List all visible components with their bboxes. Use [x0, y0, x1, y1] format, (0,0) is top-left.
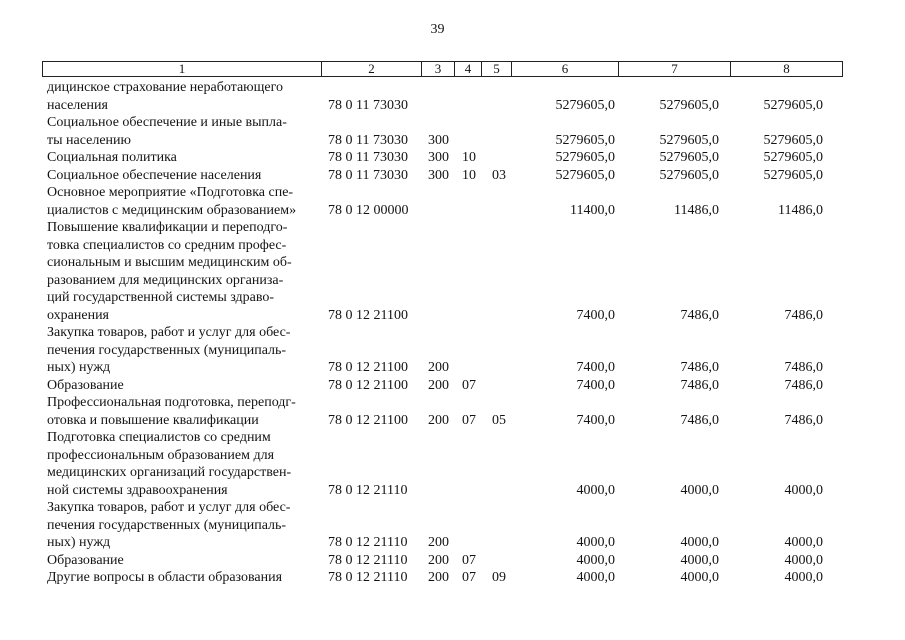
row-name-line: ций государственной системы здраво-: [47, 290, 275, 305]
row-code: 78 0 11 73030: [328, 132, 408, 148]
row-value-7: 7486,0: [680, 412, 719, 428]
table-row: [0, 552, 905, 570]
row-name-line: профессиональным образованием для: [47, 447, 275, 463]
row-name: [47, 149, 327, 167]
row-name-line: разованием для медицинских организа-: [47, 272, 284, 288]
row-value-7: 7486,0: [680, 377, 719, 393]
table-row: [0, 167, 905, 185]
header-col-2: 2: [322, 62, 422, 76]
row-code: 78 0 12 21100: [328, 307, 408, 323]
row-value-8: 5279605,0: [763, 167, 823, 183]
row-name-line: сиональным и высшим медицинским об-: [47, 255, 292, 270]
row-value-7: 11486,0: [674, 202, 719, 218]
row-col-5: 05: [492, 412, 506, 428]
table-row: [0, 324, 905, 377]
row-code: 78 0 12 21110: [328, 535, 408, 550]
row-value-7: 5279605,0: [659, 132, 719, 148]
row-name-line: ных) нужд: [47, 535, 111, 550]
table-row: [0, 569, 905, 587]
row-code: 78 0 11 73030: [328, 167, 408, 183]
row-value-6: 7400,0: [576, 377, 615, 393]
row-col-4: 07: [462, 552, 476, 568]
row-value-6: 4000,0: [576, 570, 615, 585]
row-value-7: 4000,0: [680, 535, 719, 550]
row-col-5: 09: [492, 570, 506, 585]
row-name: [47, 499, 327, 552]
row-value-8: 5279605,0: [763, 97, 823, 113]
row-name-line: ной системы здравоохранения: [47, 482, 228, 498]
table-row: [0, 79, 905, 114]
row-col-4: 07: [462, 377, 476, 393]
row-col-4: 07: [462, 570, 476, 585]
row-value-7: 4000,0: [680, 482, 719, 498]
row-name-line: Закупка товаров, работ и услуг для обес-: [47, 500, 291, 515]
row-value-6: 4000,0: [576, 552, 615, 568]
row-name-line: отовка и повышение квалификации: [47, 412, 259, 428]
row-name-line: Социальное обеспечение и иные выпла-: [47, 115, 287, 130]
row-value-6: 7400,0: [576, 307, 615, 323]
row-value-7: 5279605,0: [659, 167, 719, 183]
row-col-3: 200: [428, 535, 449, 550]
row-value-8: 7486,0: [784, 412, 823, 428]
row-value-7: 4000,0: [680, 570, 719, 585]
row-col-5: 03: [492, 167, 506, 183]
row-code: 78 0 12 21100: [328, 377, 408, 393]
row-value-7: 7486,0: [680, 307, 719, 323]
table-row: [0, 377, 905, 395]
row-col-3: 300: [428, 132, 449, 148]
row-name: [47, 219, 327, 324]
row-name-line: ных) нужд: [47, 360, 111, 375]
row-name: [47, 79, 327, 114]
row-value-8: 4000,0: [784, 535, 823, 550]
row-value-7: 5279605,0: [659, 97, 719, 113]
row-col-3: 200: [428, 570, 449, 585]
row-name-line: Другие вопросы в области образования: [47, 570, 283, 585]
row-value-7: 4000,0: [680, 552, 719, 568]
row-col-4: 10: [462, 150, 476, 165]
row-name-line: товка специалистов со средним профес-: [47, 237, 287, 253]
table-body: [0, 79, 905, 587]
row-code: 78 0 12 21110: [328, 552, 408, 568]
row-value-8: 5279605,0: [763, 132, 823, 148]
row-name-line: Профессиональная подготовка, переподг-: [47, 395, 296, 410]
row-value-6: 7400,0: [576, 360, 615, 375]
row-name-line: медицинских организаций государствен-: [47, 465, 292, 480]
header-col-4: 4: [455, 62, 482, 76]
row-value-8: 4000,0: [784, 570, 823, 585]
row-value-8: 7486,0: [784, 307, 823, 323]
row-name-line: Подготовка специалистов со средним: [47, 430, 271, 445]
row-code: 78 0 11 73030: [328, 150, 408, 165]
row-value-6: 4000,0: [576, 482, 615, 498]
row-code: 78 0 12 21100: [328, 412, 408, 428]
row-name-line: дицинское страхование неработающего: [47, 80, 284, 95]
row-name-line: охранения: [47, 307, 109, 323]
row-name-line: Закупка товаров, работ и услуг для обес-: [47, 325, 291, 340]
row-code: 78 0 12 21100: [328, 360, 408, 375]
row-name-line: ты населению: [47, 132, 131, 148]
header-col-3: 3: [422, 62, 455, 76]
row-col-3: 200: [428, 412, 449, 428]
row-name: [47, 552, 327, 570]
row-name-line: Повышение квалификации и переподго-: [47, 220, 288, 235]
row-value-8: 11486,0: [778, 202, 823, 218]
row-value-6: 7400,0: [576, 412, 615, 428]
row-name-line: Образование: [47, 552, 124, 568]
row-code: 78 0 12 21110: [328, 570, 408, 585]
row-name-line: циалистов с медицинским образованием»: [47, 202, 297, 218]
row-col-4: 10: [462, 167, 476, 183]
row-value-8: 5279605,0: [763, 150, 823, 165]
row-value-6: 5279605,0: [555, 97, 615, 113]
row-name-line: печения государственных (муниципаль-: [47, 517, 287, 533]
row-value-6: 4000,0: [576, 535, 615, 550]
header-col-7: 7: [619, 62, 731, 76]
row-value-6: 5279605,0: [555, 132, 615, 148]
row-value-8: 7486,0: [784, 360, 823, 375]
row-name: [47, 569, 327, 587]
row-col-4: 07: [462, 412, 476, 428]
row-code: 78 0 12 00000: [328, 202, 409, 218]
page-number: 39: [430, 22, 445, 37]
row-name-line: Социальная политика: [47, 150, 177, 165]
row-value-8: 4000,0: [784, 552, 823, 568]
row-name-line: печения государственных (муниципаль-: [47, 342, 287, 358]
table-row: [0, 499, 905, 552]
row-name-line: Социальное обеспечение населения: [47, 167, 262, 183]
row-name: [47, 394, 327, 429]
row-name: [47, 324, 327, 377]
row-col-3: 200: [428, 360, 449, 375]
row-name-line: населения: [47, 97, 108, 113]
row-name: [47, 184, 327, 219]
header-col-5: 5: [482, 62, 512, 76]
table-row: [0, 219, 905, 324]
table-row: [0, 114, 905, 149]
row-name: [47, 429, 327, 499]
row-code: 78 0 11 73030: [328, 97, 408, 113]
header-col-1: 1: [43, 62, 322, 76]
table-header: [42, 61, 843, 77]
row-name-line: Образование: [47, 377, 124, 393]
row-col-3: 300: [428, 167, 449, 183]
row-col-3: 200: [428, 377, 449, 393]
row-name-line: Основное мероприятие «Подготовка спе-: [47, 185, 294, 200]
row-value-6: 5279605,0: [555, 150, 615, 165]
row-name: [47, 377, 327, 395]
row-value-6: 11400,0: [570, 202, 615, 218]
row-col-3: 300: [428, 150, 449, 165]
row-value-6: 5279605,0: [555, 167, 615, 183]
row-code: 78 0 12 21110: [328, 482, 408, 498]
header-col-8: 8: [783, 61, 790, 76]
table-row: [0, 429, 905, 499]
row-value-7: 5279605,0: [659, 150, 719, 165]
table-row: [0, 149, 905, 167]
row-name: [47, 114, 327, 149]
header-col-6: 6: [512, 62, 619, 76]
row-value-8: 4000,0: [784, 482, 823, 498]
table-row: [0, 394, 905, 429]
row-value-7: 7486,0: [680, 360, 719, 375]
row-value-8: 7486,0: [784, 377, 823, 393]
table-row: [0, 184, 905, 219]
row-col-3: 200: [428, 552, 449, 568]
row-name: [47, 167, 327, 185]
